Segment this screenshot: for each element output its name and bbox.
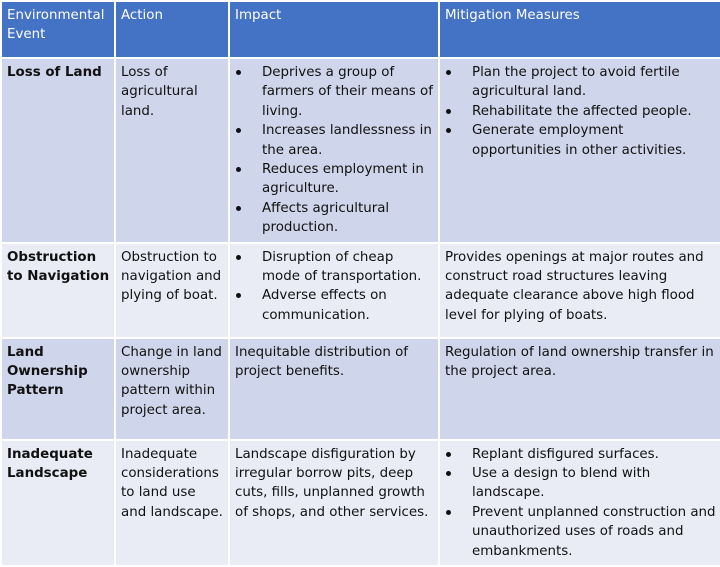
list-item: Adverse effects on communication. [235,286,434,325]
list-item: Generate employment opportunities in other activities. [445,121,716,160]
mitigation-cell: Provides openings at major routes and construct road structures leaving adequate clearance above high flood level for plying of boats. [439,243,720,338]
list-item: Deprives a group of farmers of their means of living. [235,63,434,121]
event-cell: Obstruction to Navigation [1,243,115,338]
list-item: Disruption of cheap mode of transportation. [235,248,434,287]
header-row [1,1,720,58]
header-impact: Impact [229,1,439,58]
list-item: Rehabilitate the affected people. [445,102,716,121]
impact-list [235,248,434,326]
mitigation-cell [439,440,720,566]
mitigation-cell [439,58,720,243]
event-cell: Loss of Land [1,58,115,243]
impact-cell [229,243,439,338]
list-item: Reduces employment in agriculture. [235,160,434,199]
action-cell: Loss of agricultural land. [115,58,229,243]
table-row [1,58,720,243]
table-row [1,243,720,338]
mitigation-list [445,63,716,160]
mitigation-list [445,445,716,561]
list-item: Use a design to blend with landscape. [445,464,716,503]
list-item: Plan the project to avoid fertile agricultural land. [445,63,716,102]
header-environmental-event: Environmental Event [1,1,115,58]
impact-cell: Landscape disfiguration by irregular borrow pits, deep cuts, fills, unplanned growth of shops, and other services. [229,440,439,566]
header-action: Action [115,1,229,58]
table-row [1,338,720,440]
impact-list [235,63,434,238]
impact-cell [229,58,439,243]
list-item: Affects agricultural production. [235,199,434,238]
impact-cell: Inequitable distribution of project benefits. [229,338,439,440]
list-item: Increases landlessness in the area. [235,121,434,160]
header-mitigation-measures: Mitigation Measures [439,1,720,58]
list-item: Prevent unplanned construction and unauthorized uses of roads and embankments. [445,503,716,561]
action-cell: Inadequate considerations to land use and landscape. [115,440,229,566]
action-cell: Obstruction to navigation and plying of boat. [115,243,229,338]
list-item: Replant disfigured surfaces. [445,445,716,464]
mitigation-cell: Regulation of land ownership transfer in the project area. [439,338,720,440]
table-row [1,440,720,566]
action-cell: Change in land ownership pattern within project area. [115,338,229,440]
event-cell: Land Ownership Pattern [1,338,115,440]
event-cell: Inadequate Landscape [1,440,115,566]
